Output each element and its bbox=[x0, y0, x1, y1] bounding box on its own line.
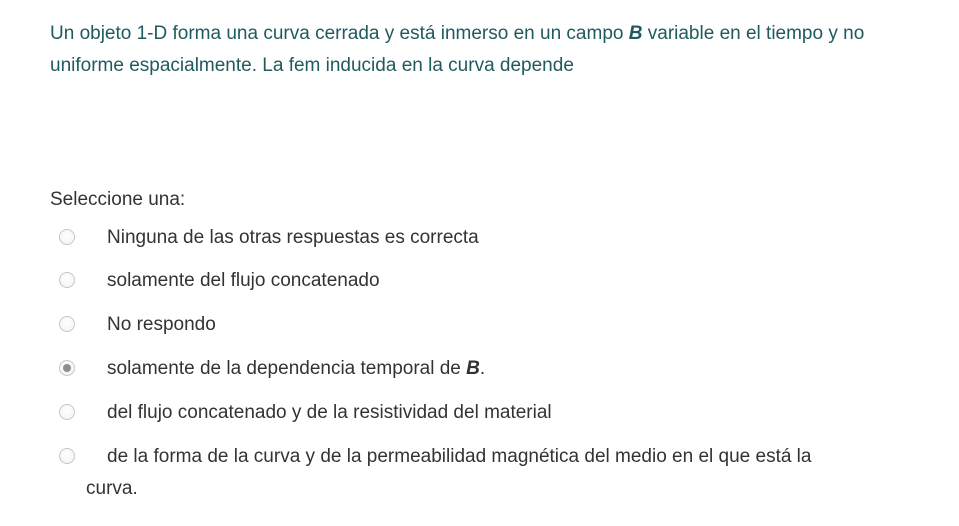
answer-label[interactable]: No respondo bbox=[107, 314, 216, 335]
radio-button[interactable] bbox=[59, 316, 75, 332]
radio-button[interactable] bbox=[59, 448, 75, 464]
answer-label-text: solamente de la dependencia temporal de bbox=[107, 358, 467, 379]
answer-label-line1[interactable]: de la forma de la curva y de la permeabilidad magnética del medio en el que está la bbox=[107, 446, 812, 467]
answer-label[interactable]: del flujo concatenado y de la resistividad del material bbox=[107, 402, 552, 423]
answer-label-end: . bbox=[479, 358, 486, 379]
answer-label[interactable]: Ninguna de las otras respuestas es correcta bbox=[107, 227, 479, 248]
radio-button-selected[interactable] bbox=[59, 360, 75, 376]
answer-label-line2[interactable]: curva. bbox=[86, 478, 138, 499]
question-part1: Un objeto 1-D forma una curva cerrada y está inmerso en un campo bbox=[50, 23, 629, 44]
radio-button[interactable] bbox=[59, 229, 75, 245]
radio-button[interactable] bbox=[59, 404, 75, 420]
answer-label[interactable]: solamente del flujo concatenado bbox=[107, 270, 380, 291]
select-prompt: Seleccione una: bbox=[50, 189, 186, 210]
question-part2: variable en el tiempo y no uniforme espacialmente. La fem inducida en la curva depende bbox=[50, 23, 865, 76]
question-symbol: B bbox=[628, 23, 643, 44]
radio-button[interactable] bbox=[59, 272, 75, 288]
answer-label-symbol: B bbox=[466, 358, 480, 379]
question-text bbox=[50, 18, 930, 82]
answer-label[interactable] bbox=[107, 353, 485, 385]
